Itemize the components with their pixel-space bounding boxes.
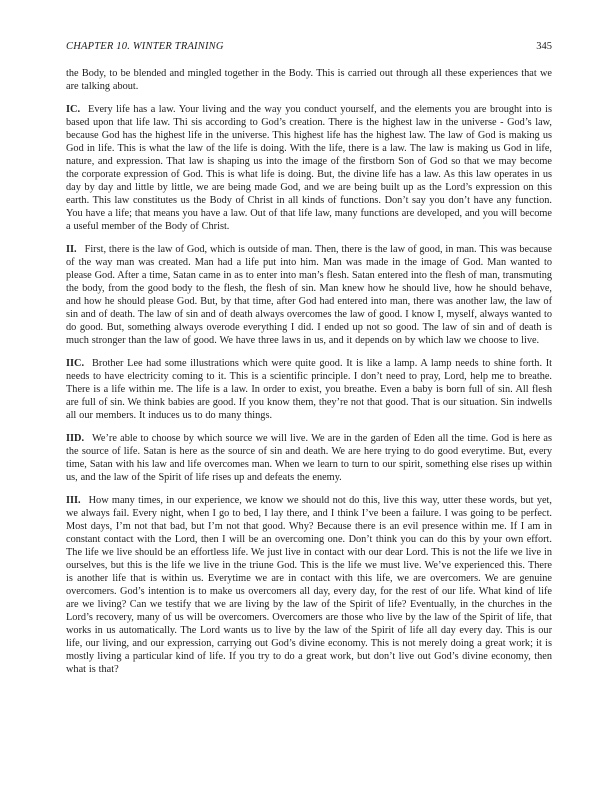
page-number: 345 bbox=[536, 41, 552, 52]
paragraph bbox=[66, 357, 552, 422]
paragraph-text: Brother Lee had some illustrations which were quite good. It is like a lamp. A lamp needs to shine forth. It needs to have electricity coming to it. This is a scientific principle. I don’t need to pray, Lord, help me to breathe. There is a life within me. The life is a law. In order to exist, you breathe. Even a baby is born full of sin. All flesh are full of sin. We think babies are good. If you know them, they’re not that good. That is our situation. Sin indwells all our members. It induces us to do many things. bbox=[66, 358, 552, 421]
paragraph-label: IID. bbox=[66, 433, 85, 444]
paragraph-text: Every life has a law. Your living and the way you conduct yourself, and the elements you are brought into is based upon that life law. Thi sis according to God’s creation. There is the highest law in the universe - God’s law, because God has the highest life in the universe. This highest life has the highest law. The law of God is making us God in life. This is what the law of the life is doing. With the life, there is a law. The law is making us God in life, nature, and expression. That law is shaping us into the image of the firstborn Son of God so that we may become the corporate expression of God. This is what life is doing. But, the divine life has a law. As this law operates in us day by day and little by little, we are being made God, and we are being built up as the Lord’s expression on this earth. This law constitutes us the Body of Christ in all kinds of functions. Don’t say you don’t have any function. You have a life; that means you have a law. Out of that life law, many functions are developed, and you will become a useful member of the Body of Christ. bbox=[66, 104, 552, 232]
paragraph-label: IC. bbox=[66, 104, 81, 115]
paragraph-text: First, there is the law of God, which is outside of man. Then, there is the law of good, in man. This was because of the way man was created. Man had a life put into him. Man was made in the image of God. Man wanted to please God. After a time, Satan came in as to enter into man’s flesh. Satan entered into the flesh of man, transmuting the body, from the good body to the flesh, the flesh of sin. Man knew how he should live, how he should behave, and how he should please God. But, by that time, after God had entered into man, there was another law, the law of sin and of death. The law of sin and of death always overcomes the law of good. I know I, myself, always wanted to do good. But, something always overode everything I did. I ended up not so good. The law of sin and of death is much stronger than the law of good. We have three laws in us, and it depends on by which law we choose to live. bbox=[66, 244, 552, 346]
chapter-title: CHAPTER 10. WINTER TRAINING bbox=[66, 41, 224, 52]
paragraph bbox=[66, 103, 552, 233]
page-header bbox=[66, 40, 552, 53]
paragraph-text: How many times, in our experience, we know we should not do this, live this way, utter these words, but yet, we always fail. Every night, when I go to bed, I lay there, and I think I’ve been a failure. I was going to be perfect. Most days, I’m not that bad, but I’m not that good. Why? Because there is an evil presence within me. If I am in constant contact with the Lord, then I will be an overcoming one. Don’t think you can do this by your own effort. The life we live should be an effortless life. We just live in contact with our dear Lord. This is not the life we live in ourselves, but this is the life we live in the triune God. This is the life we must live. We’ve experienced this. There is another life that is within us. Everytime we are in contact with this life, we are overcomers. We are genuine overcomers. God’s intention is to make us overcomers all day, every day, for the rest of our life. What kind of life are we living? Can we testify that we are living by the law of the Spirit of life? Eventually, in the churches in the Lord’s recovery, many of us will be overcomers. Overcomers are those who live by the law of the Spirit of life, that works in us automatically. The Lord wants us to live by the law of the Spirit of life all day every day. This is our life, our living, and our expression, carrying out God’s divine economy. This is not merely doing a great work; it is mostly living a particular kind of life. If you try to do a great work, but don’t live out God’s divine economy, then what is that? bbox=[66, 495, 552, 675]
paragraph bbox=[66, 243, 552, 347]
paragraph-label: III. bbox=[66, 495, 81, 506]
paragraph bbox=[66, 432, 552, 484]
paragraph-label: IIC. bbox=[66, 358, 85, 369]
paragraph-text: We’re able to choose by which source we will live. We are in the garden of Eden all the time. God is here as the source of life. Satan is here as the source of sin and death. We are here trying to do good everytime. But, every time, Satan with his law and life overcomes man. When we learn to turn to our spirit, something else rises up within us, and the law of the Spirit of life rises up and defeats the enemy. bbox=[66, 433, 552, 483]
paragraph bbox=[66, 67, 552, 93]
document-body bbox=[66, 67, 552, 686]
paragraph-text: the Body, to be blended and mingled together in the Body. This is carried out through all these experiences that we are talking about. bbox=[66, 68, 552, 92]
paragraph-label: II. bbox=[66, 244, 77, 255]
paragraph bbox=[66, 494, 552, 676]
